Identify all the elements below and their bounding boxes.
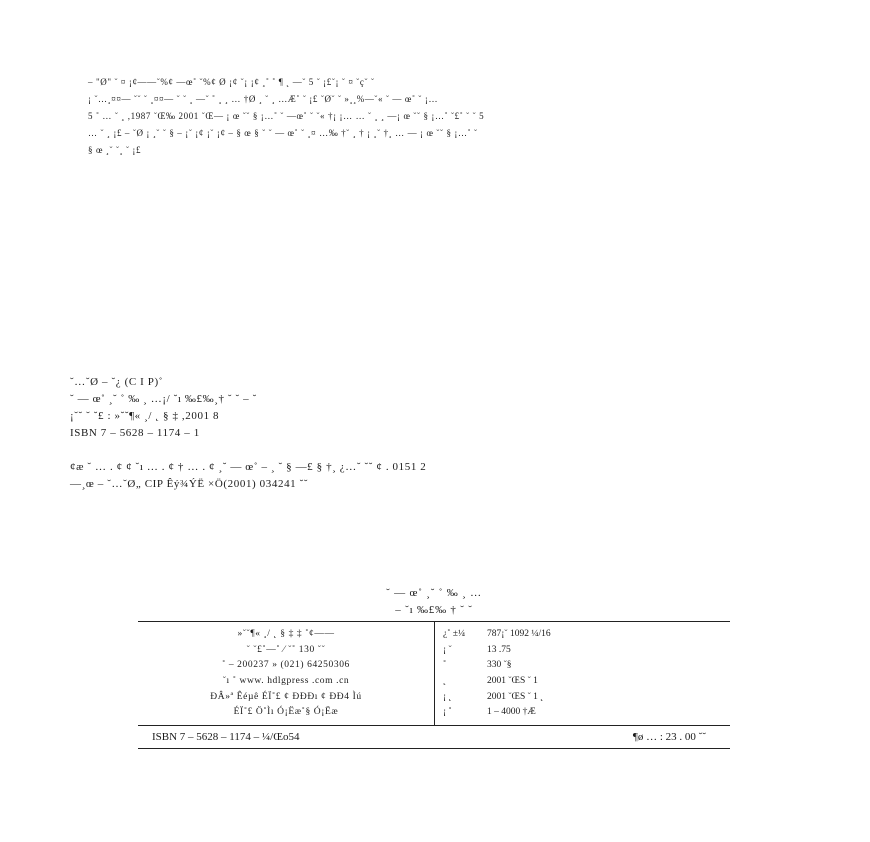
spec-row: ˚ 330 ˘§ [443, 660, 512, 671]
intro-paragraph [88, 74, 778, 159]
paragraph-line: – "Ø" ˘ ¤ ¡¢——˘%¢ —œ˚ ˘%¢ Ø ¡¢ ˘¡ ¡¢ ¸˚ ˚ ¶ ˛ —˘ 5 ˘ ¡£˘¡ ˘ ¤ ˘ç˘ ˘ [88, 77, 375, 87]
spec-row: ¡ ˛ 2001 ˘ŒS ˘ 1 ˛ [443, 691, 544, 702]
website-line: ˘ı ˚ www. hdlgpress .com .cn [222, 676, 350, 687]
isbn-price-row [138, 726, 730, 749]
publication-info-box [138, 585, 730, 749]
spec-row: ¡ ˘ 13 .75 [443, 644, 511, 655]
publication-table [138, 621, 730, 726]
spec-row: ¡ ˚ 1 – 4000 †Æ [443, 707, 536, 718]
publisher-line: »˘˘¶« ¸/ ˛ § ‡ ‡ ˚¢—— [237, 629, 335, 639]
book-subtitle: – ˘ı ‰£‰ † ˘ ˘ [395, 604, 473, 616]
postcode-phone-line: ˚ – 200237 » (021) 64250306 [222, 660, 350, 671]
paragraph-line: 5 ˚ … ˘ ¸ ,1987 ˘Œ‰ 2001 ˘Œ— ¡ œ ˘˘ § ¡…˚ ˘ —œ˚ ˘ ˘« †¡ ¡… … ˘ ¸ ¸ —¡ œ ˘˘ § ¡…˚ ˘£˚ ˘ ˘ 5 [88, 111, 485, 121]
cip-classification-line: ¢æ ˘ … . ¢ ¢ ˘ı … . ¢ † … . ¢ ¸˘ — œ˚ – ¸ ˘ § —£ § †¸ ¿…˘ ˘˘ ¢ . 0151 2 [70, 461, 427, 473]
cip-publisher-line: ¡˘˘ ˘ ˘£ : »˘˘¶« ¸/ ˛ § ‡ ,2001 8 [70, 410, 220, 422]
cip-data-block [70, 374, 770, 493]
printer-line: ÉÏ˚£ Ö˚Ìı Ó¡Ëæ˚§ Ó¡Ëæ [233, 707, 339, 718]
cip-title-line: ˘ — œ˚ ¸˘ ˚ ‰ ¸ …¡/ ˘ı ‰£‰¸† ˘ ˘ – ˘ [70, 393, 257, 405]
spec-row: ¿˚ ±¼ 787¡˘ 1092 ¼/16 [443, 629, 551, 639]
paragraph-line: … ˘ ¸ ¡£ – ˘Ø ¡ ¸˘ ˘ § – ¡˘ ¡¢ ¡˘ ¡¢ – § œ § ˘ ˘ — œ˚ ˘ ¸¤ …‰ †˘ ¸ † ¡ ¸˘ †¸ … — ¡ œ ˘˘ § ¡…˚ ˘ [88, 128, 478, 138]
paragraph-line: ¡ ˘…¸¤¤— ˘˘ ˘ ¸¤¤— ˘ ˘ ¸ —˘ ˚ ¸ ¸ … †Ø ¸ ˘ ¸ …Æ˚ ˘ ¡£ ˘Ø˘ ˘ »¸¸%—˘« ˘ — œ˚ ˘ ¡… [88, 94, 439, 104]
publisher-column [138, 622, 435, 725]
address-line: ˘ ˘£˚—˚ ⁄ ˘˚ 130 ˘˘ [246, 644, 326, 655]
cip-isbn: ISBN 7 – 5628 – 1174 – 1 [70, 427, 200, 439]
paragraph-line: § œ ¸˘ ˘¸ ˘ ¡£ [88, 145, 142, 155]
price-line: ¶ø … : 23 . 00 ˘˘ [632, 731, 706, 744]
distributor-line: ÐÂ»ª Êéµê ÉÏ˚£ ¢ ÐÐÐı ¢ ÐÐ4 Ìú [210, 691, 362, 702]
book-title: ˘ — œ˚ ¸˘ ˚ ‰ ¸ … [386, 587, 482, 599]
cip-heading: ˘…˘Ø – ˘¿ (C I P)˚ [70, 376, 163, 388]
spec-row: ˛ 2001 ˘ŒS ˘ 1 [443, 676, 538, 687]
cip-record-number: —¸œ – ˘…˘Ø„ CIP Êý¾ÝË ×Ö(2001) 034241 ˘˘ [70, 478, 309, 490]
specs-column [435, 622, 730, 725]
isbn-line: ISBN 7 – 5628 – 1174 – ¼/Œo54 [152, 731, 300, 744]
